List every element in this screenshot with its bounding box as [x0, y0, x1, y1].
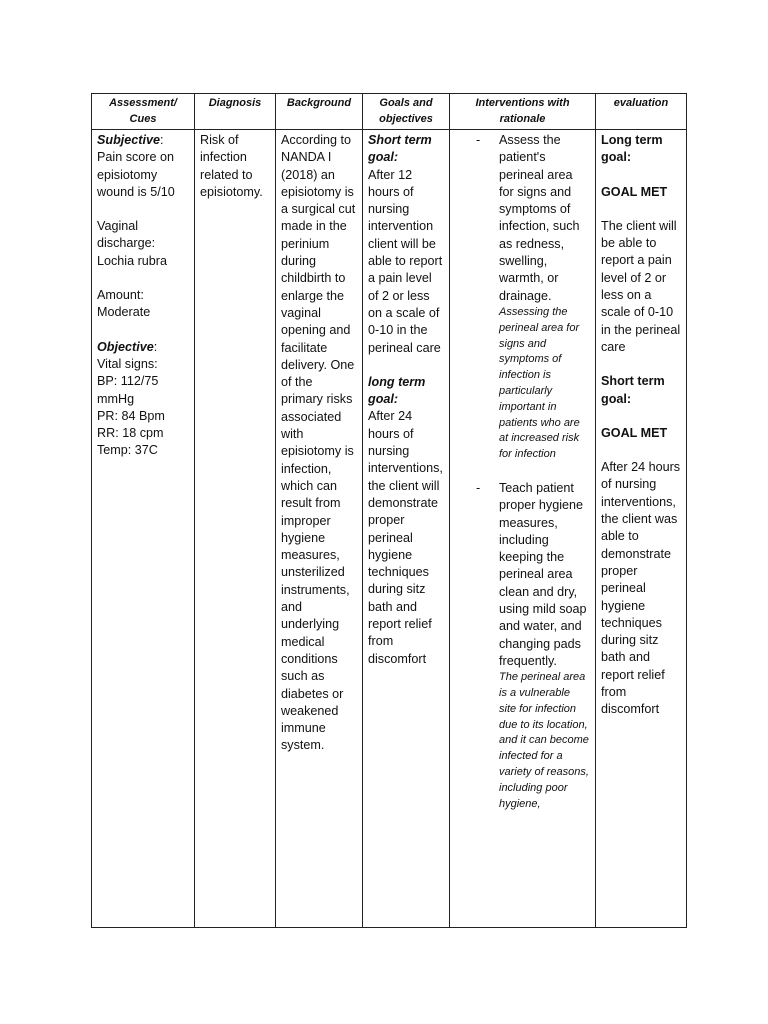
header-goals: Goals and objectives [363, 94, 450, 130]
short-term-goal-text: After 12 hours of nursing intervention client will be able to report a pain level of 2 or less on a scale of 0-10 in the perineal care [368, 167, 443, 355]
intervention-item [455, 132, 590, 463]
eval-short-term-status: GOAL MET [601, 425, 668, 440]
eval-long-term-text: The client will be able to report a pain level of 2 or less on a scale of 0-10 in the perineal care [601, 218, 681, 354]
objective-label: Objective [97, 339, 154, 354]
background-cell [276, 130, 363, 928]
header-row [92, 94, 687, 130]
vital-signs-label: Vital signs: [97, 356, 158, 371]
interventions-cell [450, 130, 596, 928]
diagnosis-text: Risk of infection related to episiotomy. [200, 133, 263, 199]
long-term-goal-label: long term goal: [368, 374, 426, 407]
header-evaluation: evaluation [596, 94, 687, 130]
subjective-heading [97, 132, 189, 149]
pulse-rate: PR: 84 Bpm [97, 408, 165, 423]
intervention-rationale: Assessing the perineal area for signs and symptoms of infection is particularly important in patients who are at increased risk for infection [499, 305, 580, 461]
header-assessment: Assessment/ Cues [92, 94, 195, 130]
evaluation-cell [596, 130, 687, 928]
diagnosis-cell [195, 130, 276, 928]
long-term-goal-text: After 24 hours of nursing interventions, the client will demonstrate proper perineal hygiene techniques during sitz bath and report relief from discomfort [368, 409, 443, 666]
eval-short-term-label: Short term goal: [601, 374, 665, 406]
temperature: Temp: 37C [97, 443, 158, 458]
pain-score: Pain score on episiotomy wound is 5/10 [97, 150, 175, 199]
header-background: Background [276, 94, 363, 130]
header-diagnosis: Diagnosis [195, 94, 276, 130]
blood-pressure: BP: 112/75 mmHg [97, 374, 159, 406]
header-interventions: Interventions with rationale [450, 94, 596, 130]
eval-short-term-text: After 24 hours of nursing interventions, the client was able to demonstrate proper perineal hygiene techniques during sitz bath and report relief from discomfort [601, 460, 681, 717]
objective-colon: : [153, 339, 158, 354]
objective-heading [97, 339, 189, 356]
intervention-text: Assess the patient's perineal area for signs and symptoms of infection, such as redness, swelling, warmth, or drainage. [499, 133, 580, 303]
eval-long-term-status: GOAL MET [601, 184, 668, 199]
goals-cell [363, 130, 450, 928]
short-term-goal-label: Short term goal: [368, 133, 432, 165]
background-text: According to NANDA I (2018) an episiotomy is a surgical cut made in the perinium during childbirth to enlarge the vaginal opening and facilitate delivery. One of the primary risks associated with episiotomy is infection, which can result from improper hygiene measures, unsterilized instruments, and underlying medical conditions such as diabetes or weakened immune system. [281, 133, 356, 753]
intervention-item [455, 480, 590, 812]
subjective-label: Subjective [97, 133, 160, 147]
eval-long-term-label: Long term goal: [601, 133, 663, 165]
nursing-care-plan-table [91, 93, 687, 928]
assessment-cell [92, 130, 195, 928]
vaginal-discharge: Vaginal discharge: Lochia rubra [97, 219, 168, 268]
respiratory-rate: RR: 18 cpm [97, 426, 164, 441]
subjective-colon: : [160, 133, 164, 147]
intervention-bullet: - [476, 133, 481, 147]
intervention-rationale: The perineal area is a vulnerable site for infection due to its location, and it can become infected for a variety of reasons, including poor hygiene, [499, 671, 589, 810]
content-row [92, 130, 687, 928]
intervention-text: Teach patient proper hygiene measures, including keeping the perineal area clean and dry, using mild soap and water, and changing pads frequently. [499, 480, 587, 668]
discharge-amount: Amount: Moderate [97, 288, 151, 320]
intervention-bullet: - [476, 480, 481, 495]
